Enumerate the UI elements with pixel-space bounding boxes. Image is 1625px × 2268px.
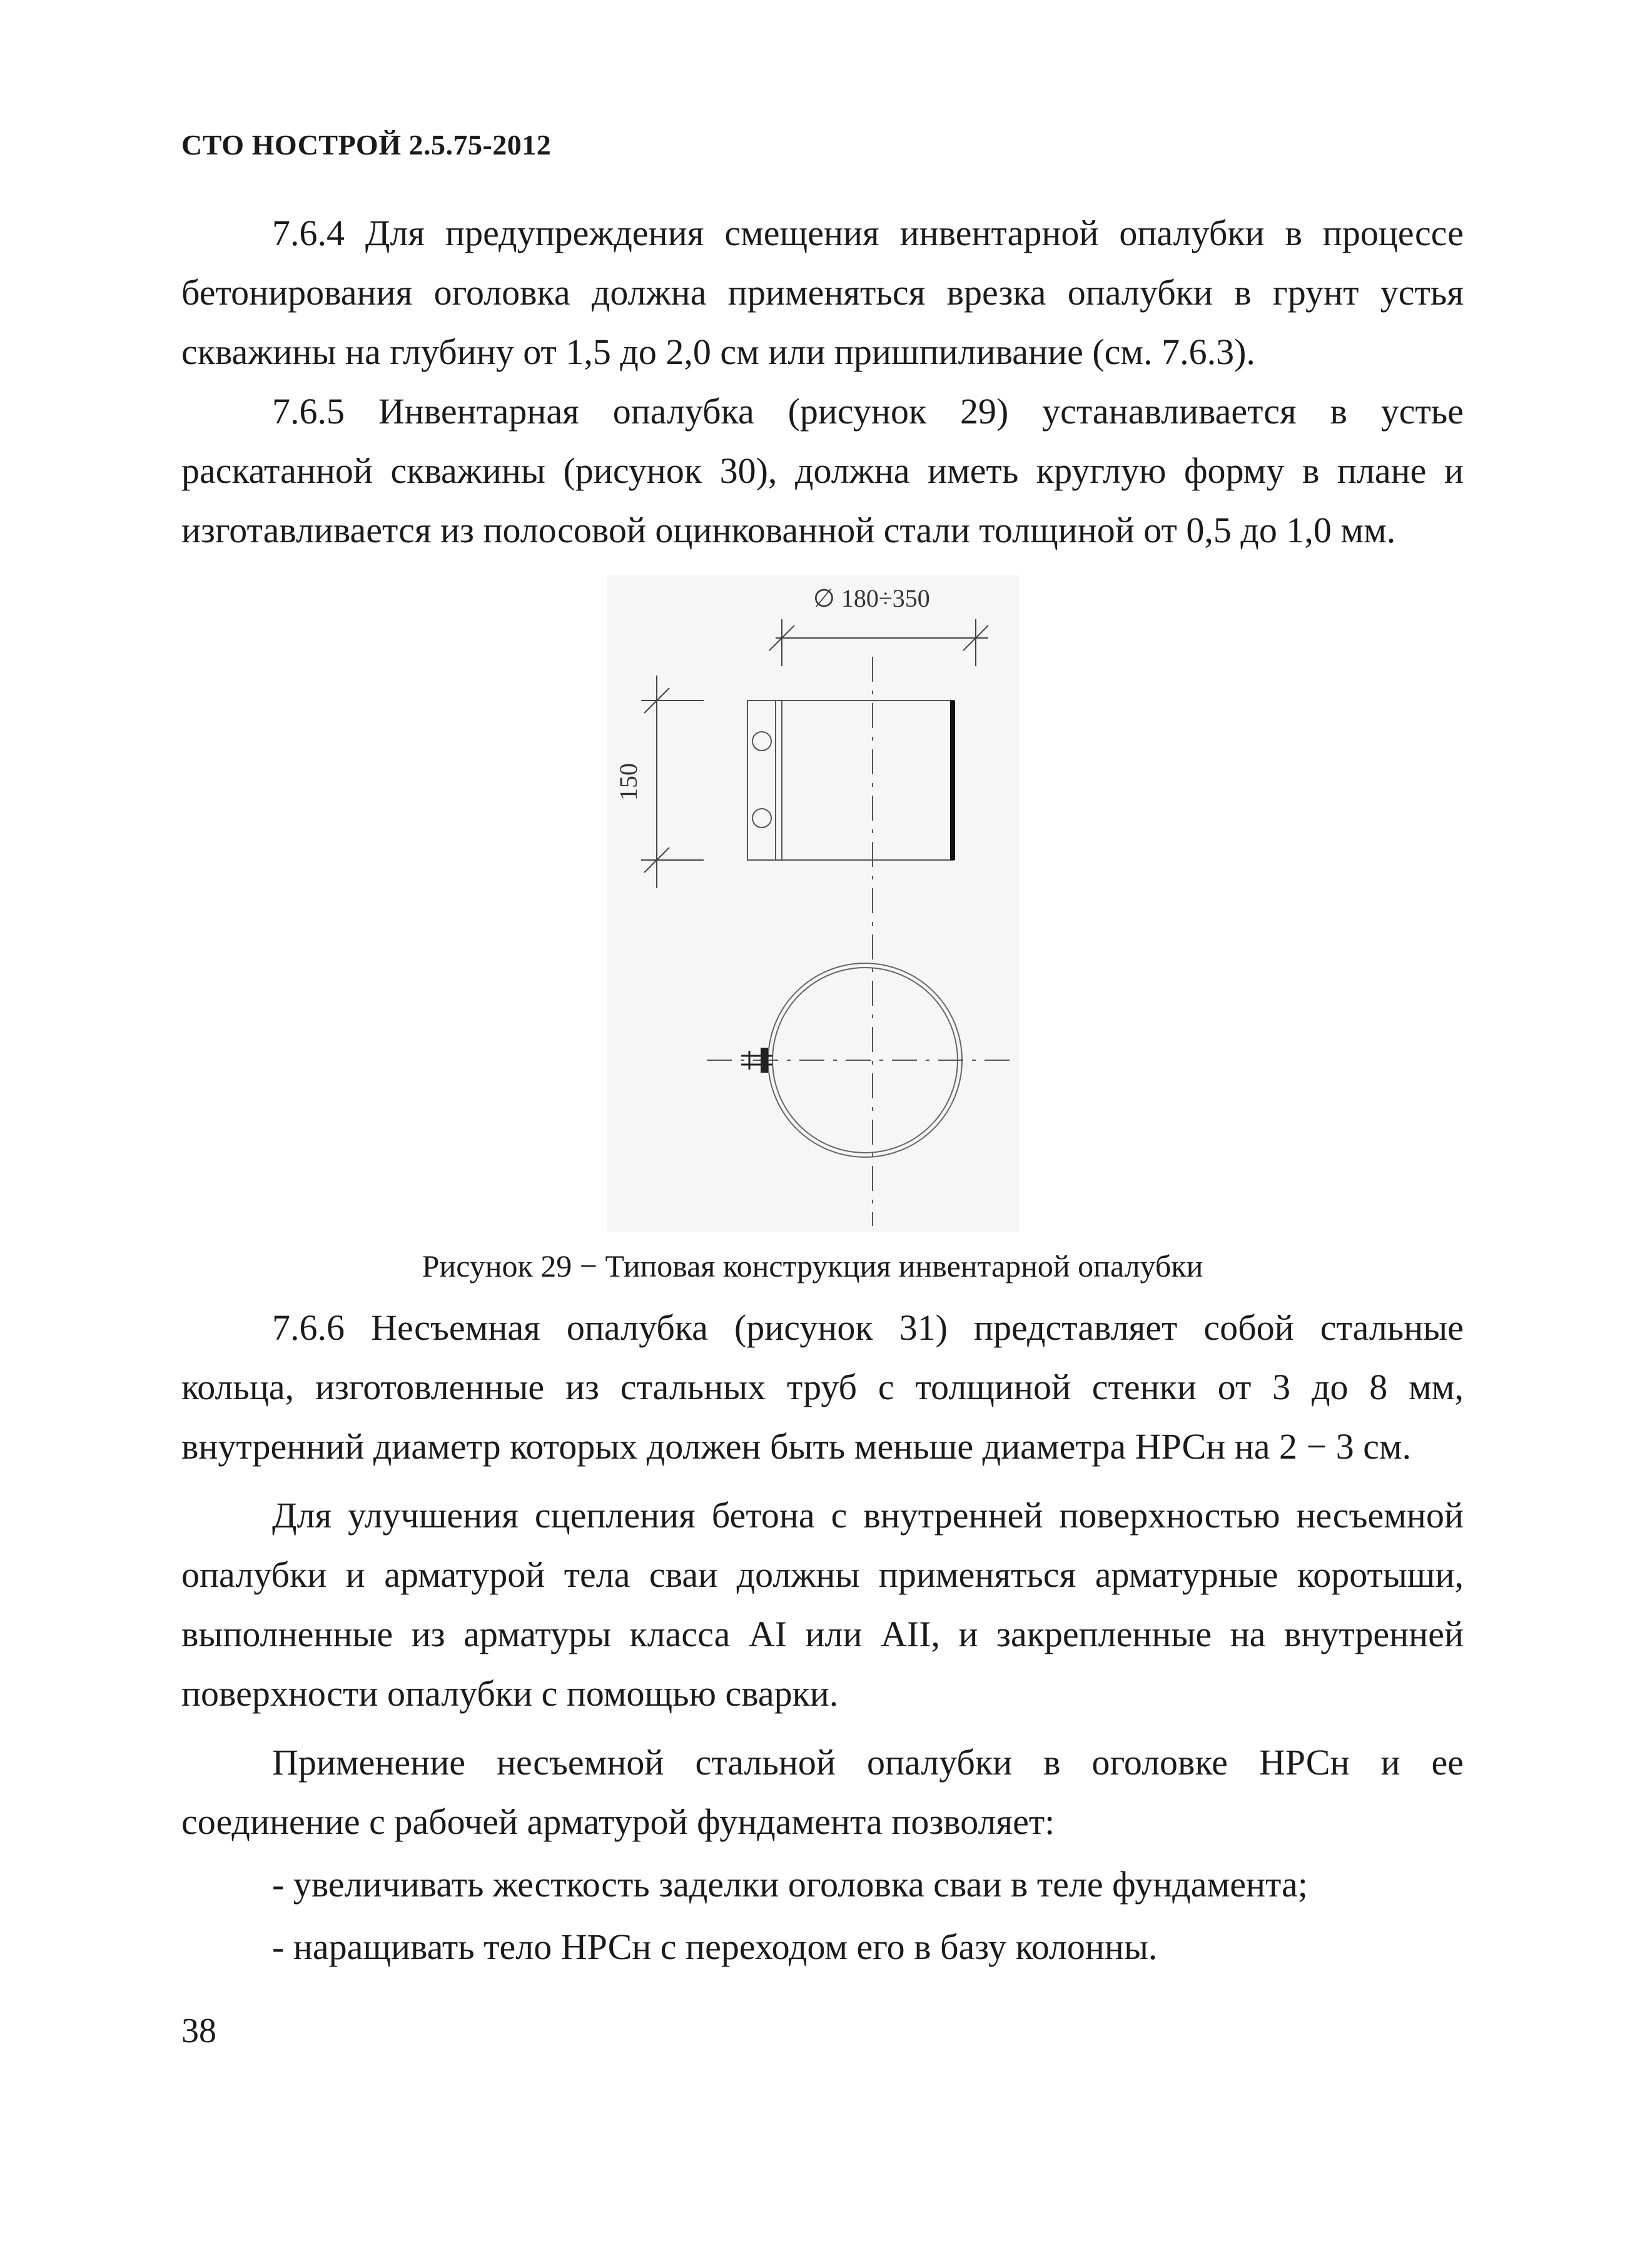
list-item-rigidity: - увеличивать жесткость заделки оголовка сваи в теле фундамента; (272, 1864, 1308, 1905)
list-item-extension: - наращивать тело НРСн с переходом его в базу колонны. (272, 1926, 1158, 1967)
bolt-hole-upper (752, 732, 771, 751)
figure-formwork-drawing (607, 575, 1020, 1232)
formwork-drawing-svg (607, 575, 1020, 1232)
paragraph-adhesion: Для улучшения сцепления бетона с внутренней поверхностью несъемной опалубки и арматурой тела сваи должны применяться арматурные коротыши, выполненные из арматуры класса AI или AII, и закрепленные на внутренней поверхности опалубки с помощью сварки. (181, 1495, 1464, 1714)
formwork-side-view (747, 701, 954, 860)
paragraph-7-6-4: 7.6.4 Для предупреждения смещения инвентарной опалубки в процессе бетонирования оголовка должна применяться врезка опалубки в грунт устья скважины на глубину от 1,5 до 2,0 см или пришпиливание (см. 7.6.3). (181, 213, 1464, 372)
paragraph-7-6-5: 7.6.5 Инвентарная опалубка (рисунок 29) устанавливается в устье раскатанной скважины (рисунок 30), должна иметь круглую форму в плане и изготавливается из полосовой оцинкованной стали толщиной от 0,5 до 1,0 мм. (181, 391, 1464, 550)
bolt-hole-lower (752, 809, 771, 828)
clamp-icon (761, 1048, 768, 1073)
figure-caption: Рисунок 29 − Типовая конструкция инвентарной опалубки (422, 1248, 1203, 1283)
document-header: СТО НОСТРОЙ 2.5.75-2012 (181, 129, 552, 161)
paragraph-application: Применение несъемной стальной опалубки в оголовке НРСн и ее соединение с рабочей арматурой фундамента позволяет: (181, 1742, 1464, 1842)
paragraph-7-6-6: 7.6.6 Несъемная опалубка (рисунок 31) представляет собой стальные кольца, изготовленные из стальных труб с толщиной стенки от 3 до 8 мм, внутренний диаметр которых должен быть меньше диаметра НРСн на 2 − 3 см. (181, 1307, 1464, 1467)
page-number: 38 (181, 2012, 216, 2050)
height-label: 150 (614, 763, 642, 801)
diameter-label: ∅ 180÷350 (813, 584, 930, 612)
